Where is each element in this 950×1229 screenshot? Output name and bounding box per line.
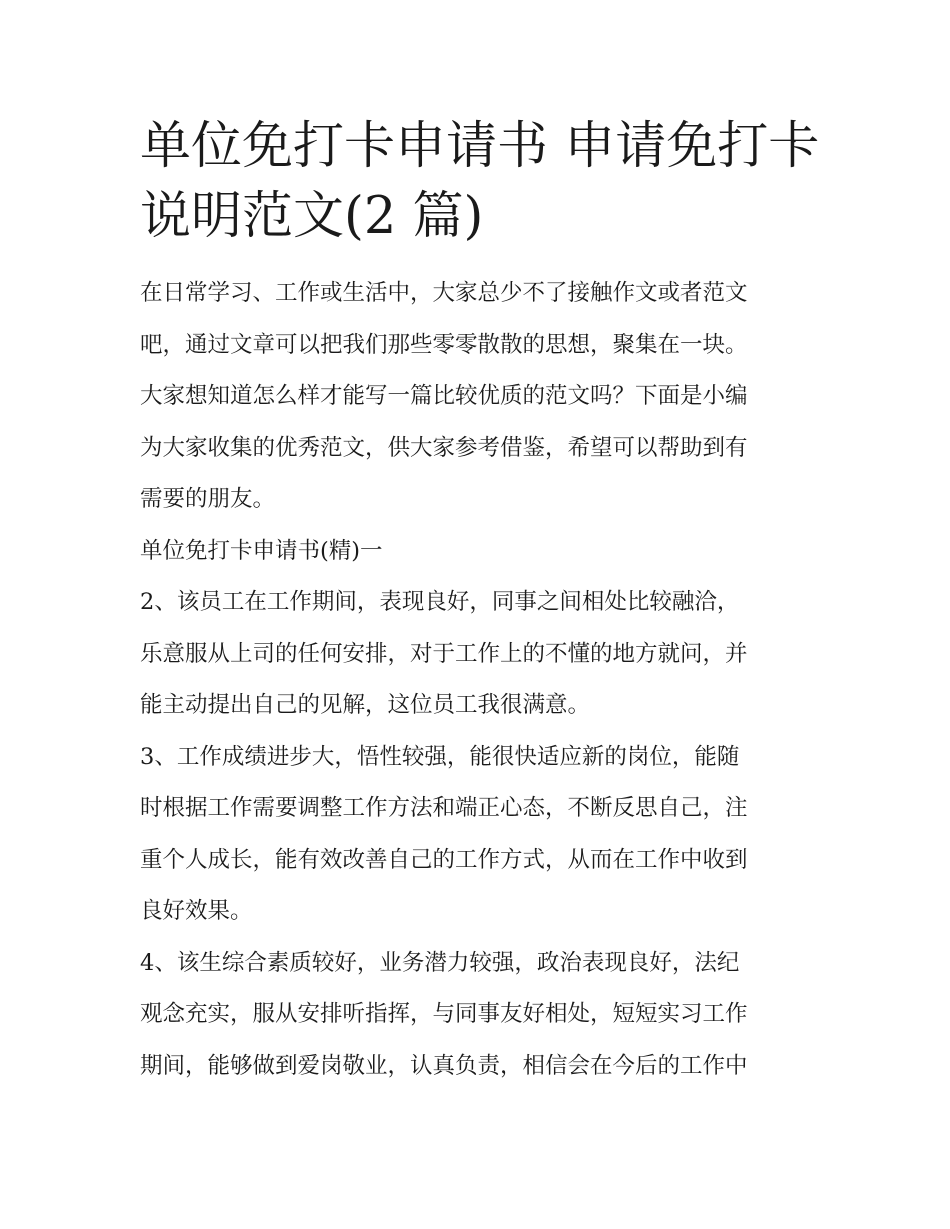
text-line: 能主动提出自己的见解，这位员工我很满意。 (140, 692, 591, 718)
text-line: 2、该员工在工作期间，表现良好，同事之间相处比较融洽， (140, 589, 740, 615)
intro-paragraph (140, 268, 820, 526)
text-line: 观念充实，服从安排听指挥，与同事友好相处，短短实习工作 (140, 1001, 748, 1027)
title-line: 单位免打卡申请书 申请免打卡 (140, 117, 820, 176)
text-line: 期间，能够做到爱岗敬业，认真负责，相信会在今后的工作中 (140, 1052, 748, 1079)
text-line: 乐意服从上司的任何安排，对于工作上的不懂的地方就问，并 (140, 640, 748, 667)
text-line: 大家想知道怎么样才能写一篇比较优质的范文吗？下面是小编 (140, 383, 748, 409)
section-heading (140, 526, 820, 578)
text-line: 单位免打卡申请书(精)一 (140, 537, 383, 564)
text-line: 3、工作成绩进步大，悟性较强，能很快适应新的岗位，能随 (140, 743, 740, 770)
document-title (140, 112, 820, 252)
list-item-paragraph (140, 938, 820, 1093)
title-line: 说明范文(2 篇) (140, 187, 484, 246)
text-line: 为大家收集的优秀范文，供大家参考借鉴，希望可以帮助到有 (140, 434, 748, 461)
text-line: 吧，通过文章可以把我们那些零零散散的思想，聚集在一块。 (140, 331, 748, 358)
text-line: 重个人成长，能有效改善自己的工作方式，从而在工作中收到 (140, 846, 748, 873)
text-line: 在日常学习、工作或生活中，大家总少不了接触作文或者范文 (140, 280, 748, 306)
text-line: 良好效果。 (140, 898, 253, 924)
list-item-paragraph (140, 732, 820, 938)
text-line: 时根据工作需要调整工作方法和端正心态，不断反思自己，注 (140, 795, 748, 821)
text-line: 需要的朋友。 (140, 486, 276, 512)
list-item-paragraph (140, 577, 820, 732)
document-page (140, 112, 820, 1092)
text-line: 4、该生综合素质较好，业务潜力较强，政治表现良好，法纪 (140, 949, 740, 976)
document-body (140, 268, 820, 1092)
